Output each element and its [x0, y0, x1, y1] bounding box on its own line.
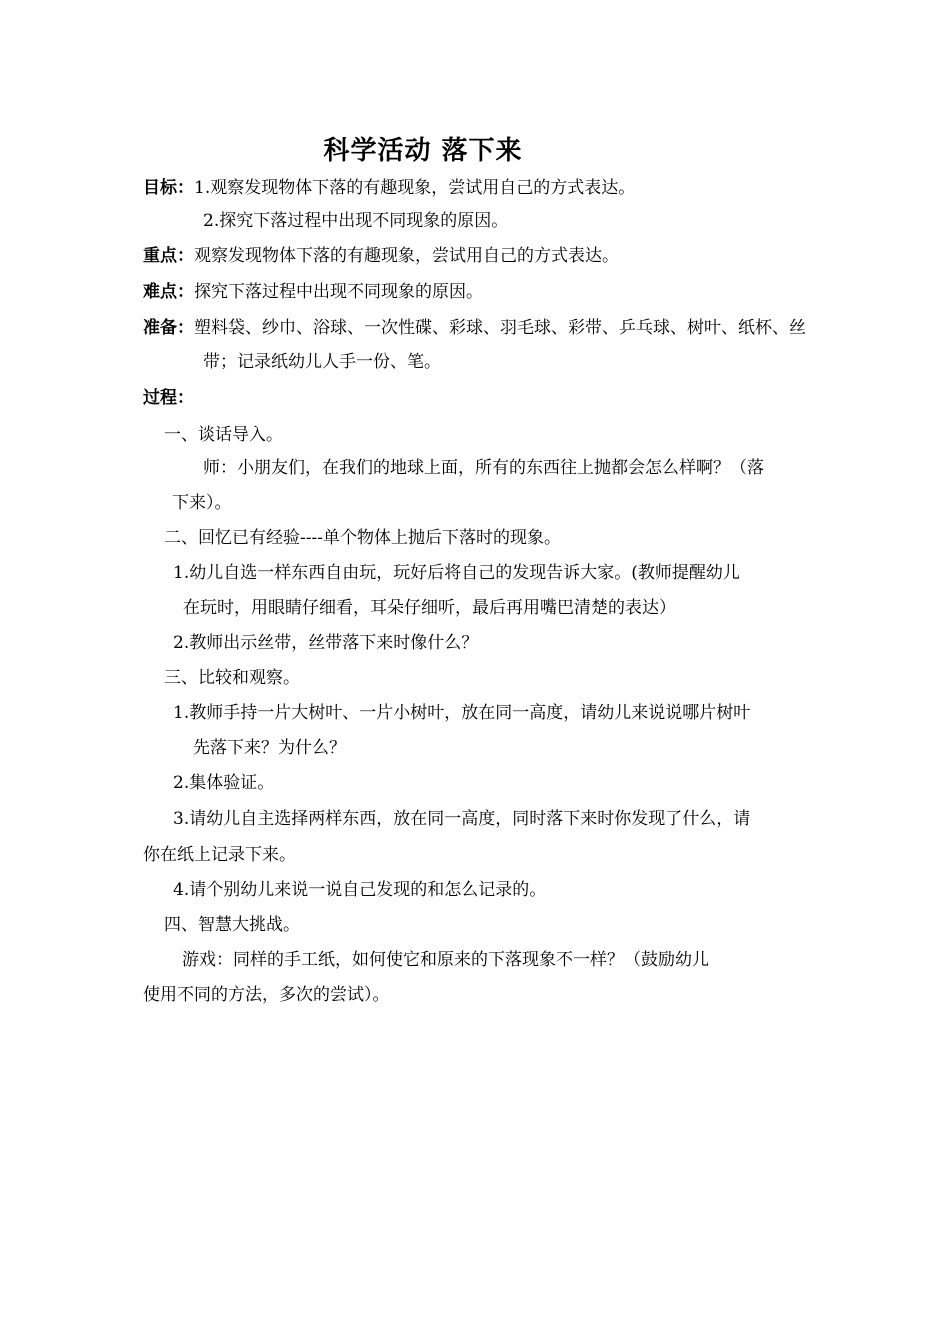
section-3-line-3: 2.集体验证。 — [173, 773, 275, 793]
section-2-line-3: 2.教师出示丝带，丝带落下来时像什么？ — [173, 633, 479, 653]
preparation-text-1: 塑料袋、纱巾、浴球、一次性碟、彩球、羽毛球、彩带、乒乓球、树叶、纸杯、丝 — [194, 318, 806, 338]
section-4-line-1: 游戏：同样的手工纸，如何使它和原来的下落现象不一样？（鼓励幼儿 — [182, 950, 709, 970]
difficulty-text: 探究下落过程中出现不同现象的原因。 — [194, 282, 483, 302]
section-2-heading: 二、回忆已有经验----单个物体上抛后下落时的现象。 — [164, 528, 561, 548]
difficulty-line — [143, 280, 483, 304]
section-1-line-1: 师：小朋友们，在我们的地球上面，所有的东西往上抛都会怎么样啊？（落 — [203, 458, 764, 478]
preparation-line-1 — [143, 316, 806, 340]
goal-item-1: 1.观察发现物体下落的有趣现象，尝试用自己的方式表达。 — [194, 178, 636, 198]
section-3-line-5: 你在纸上记录下来。 — [143, 845, 296, 865]
preparation-text-2: 带；记录纸幼儿人手一份、笔。 — [203, 352, 441, 372]
section-4-line-2: 使用不同的方法，多次的尝试）。 — [143, 985, 390, 1005]
section-2-line-1: 1.幼儿自选一样东西自由玩，玩好后将自己的发现告诉大家。(教师提醒幼儿 — [173, 563, 740, 583]
section-1-heading: 一、谈话导入。 — [164, 425, 283, 445]
section-3-line-2: 先落下来？为什么？ — [193, 738, 346, 758]
section-3-line-4: 3.请幼儿自主选择两样东西，放在同一高度，同时落下来时你发现了什么，请 — [173, 809, 751, 829]
key-point-line — [143, 244, 619, 268]
section-4-heading: 四、智慧大挑战。 — [164, 915, 300, 935]
goal-item-2: 2.探究下落过程中出现不同现象的原因。 — [203, 211, 509, 231]
section-3-line-6: 4.请个别幼儿来说一说自己发现的和怎么记录的。 — [173, 880, 547, 900]
section-2-line-2: 在玩时，用眼睛仔细看，耳朵仔细听，最后再用嘴巴清楚的表达） — [183, 598, 676, 618]
section-3-line-1: 1.教师手持一片大树叶、一片小树叶，放在同一高度，请幼儿来说说哪片树叶 — [173, 703, 751, 723]
section-1-line-2: 下来）。 — [172, 493, 232, 513]
preparation-label: 准备： — [143, 318, 194, 338]
goal-label: 目标： — [143, 178, 194, 198]
goal-line-1 — [143, 176, 635, 200]
page-title: 科学活动 落下来 — [323, 136, 523, 166]
key-point-text: 观察发现物体下落的有趣现象，尝试用自己的方式表达。 — [194, 246, 619, 266]
section-3-heading: 三、比较和观察。 — [164, 668, 300, 688]
process-label: 过程： — [143, 388, 194, 408]
difficulty-label: 难点： — [143, 282, 194, 302]
key-point-label: 重点： — [143, 246, 194, 266]
